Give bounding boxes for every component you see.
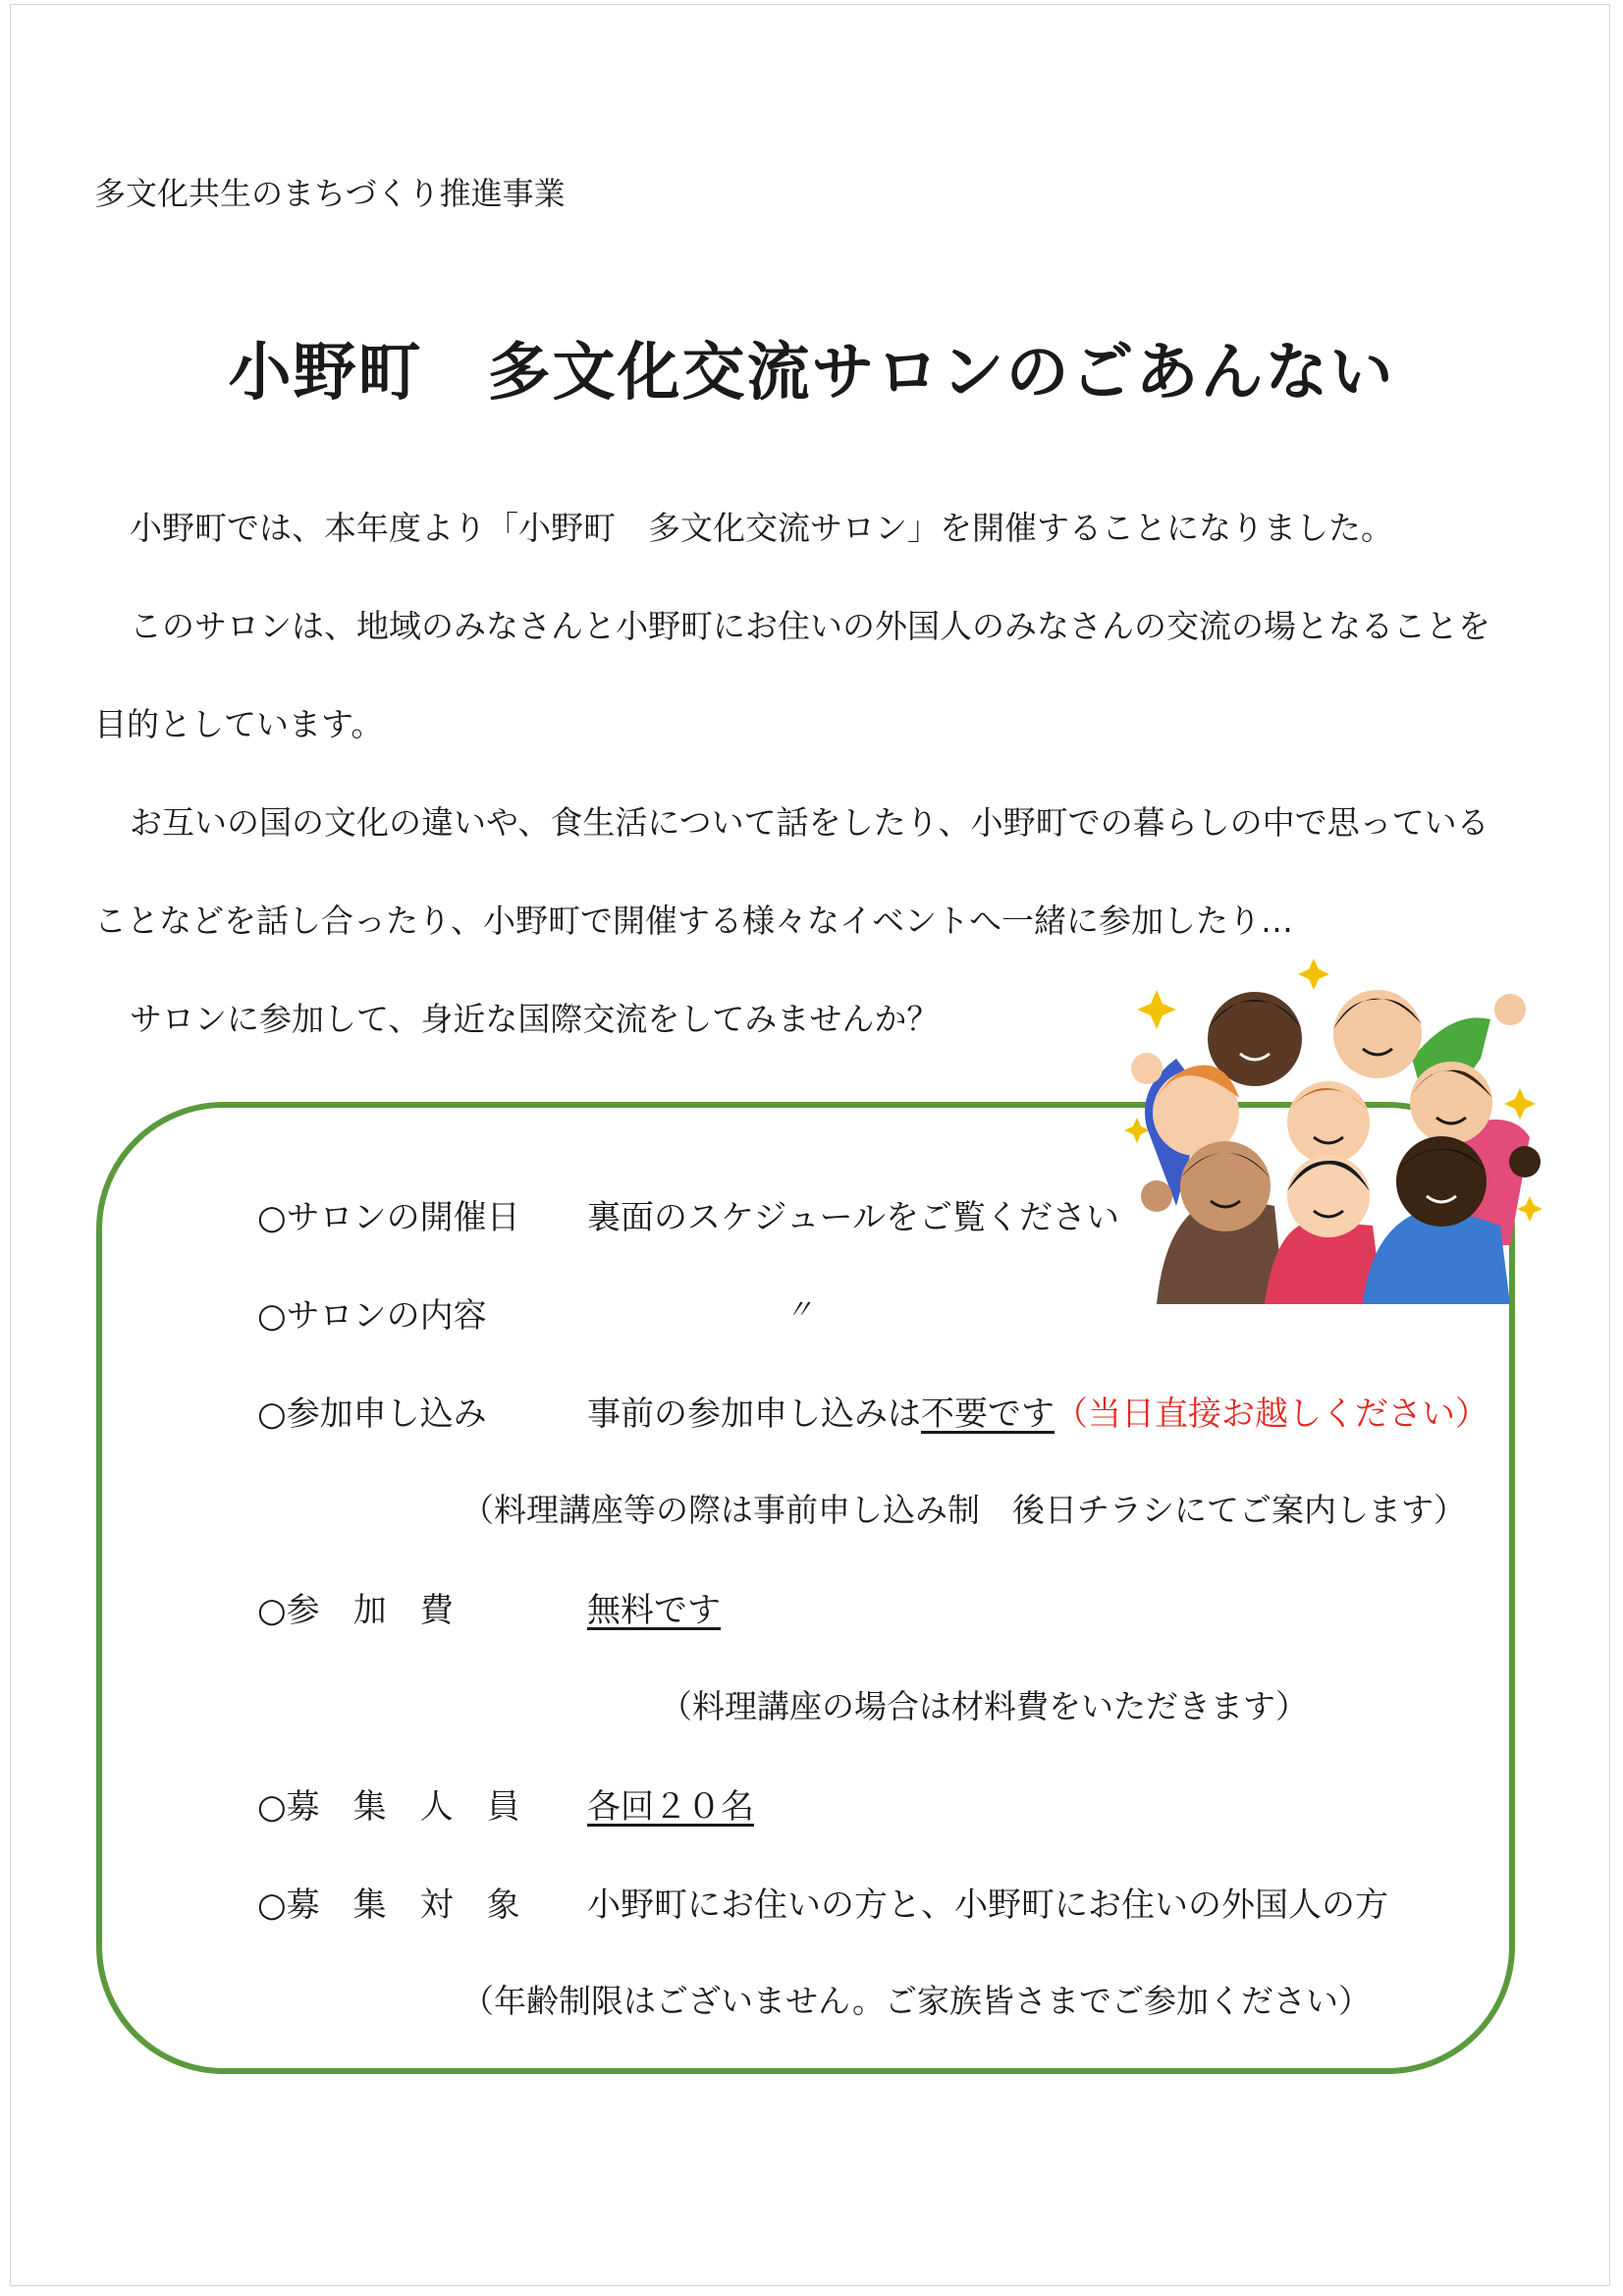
application-prefix: 事前の参加申し込みは xyxy=(587,1394,921,1434)
intro-line-3: 目的としています。 xyxy=(94,705,384,743)
application-label: ○参加申し込み xyxy=(257,1394,487,1434)
application-value xyxy=(587,1387,1488,1435)
target-value: 小野町にお住いの方と、小野町にお住いの外国人の方 xyxy=(587,1886,1388,1925)
content-value: 〃 xyxy=(785,1293,814,1326)
intro-line-1: 小野町では、本年度より「小野町 多文化交流サロン」を開催することになりました。 xyxy=(130,509,1393,547)
application-note: （料理講座等の際は事前申し込み制 後日チラシにてご案内します） xyxy=(461,1491,1466,1529)
target-label: ○募 集 対 象 xyxy=(257,1886,520,1925)
intro-line-2: このサロンは、地域のみなさんと小野町にお住いの外国人のみなさんの交流の場となることを xyxy=(130,607,1490,645)
capacity-label: ○募 集 人 員 xyxy=(257,1787,520,1827)
page-title: 小野町 多文化交流サロンのごあんない xyxy=(228,337,1395,410)
target-note: （年齢制限はございません。ご家族皆さまでご参加ください） xyxy=(461,1982,1371,2020)
intro-line-5: ことなどを話し合ったり、小野町で開催する様々なイベントへ一緒に参加したり… xyxy=(94,902,1293,940)
fee-note: （料理講座の場合は材料費をいただきます） xyxy=(660,1687,1308,1725)
intro-line-6: サロンに参加して、身近な国際交流をしてみませんか？ xyxy=(130,1000,940,1038)
application-not-required: 不要です xyxy=(921,1394,1055,1434)
intro-line-4: お互いの国の文化の違いや、食生活について話をしたり、小野町での暮らしの中で思っている xyxy=(130,803,1489,842)
capacity-value: 各回２０名 xyxy=(587,1787,754,1827)
date-value: 裏面のスケジュールをご覧ください xyxy=(587,1198,1119,1237)
cheering-people-icon xyxy=(1117,951,1549,1304)
project-name: 多文化共生のまちづくり推進事業 xyxy=(94,175,566,212)
content-label: ○サロンの内容 xyxy=(257,1296,487,1336)
application-walk-in-note: （当日直接お越しください） xyxy=(1055,1394,1488,1434)
date-label: ○サロンの開催日 xyxy=(257,1198,520,1237)
fee-value: 無料です xyxy=(587,1591,721,1630)
fee-label: ○参 加 費 xyxy=(257,1591,454,1630)
